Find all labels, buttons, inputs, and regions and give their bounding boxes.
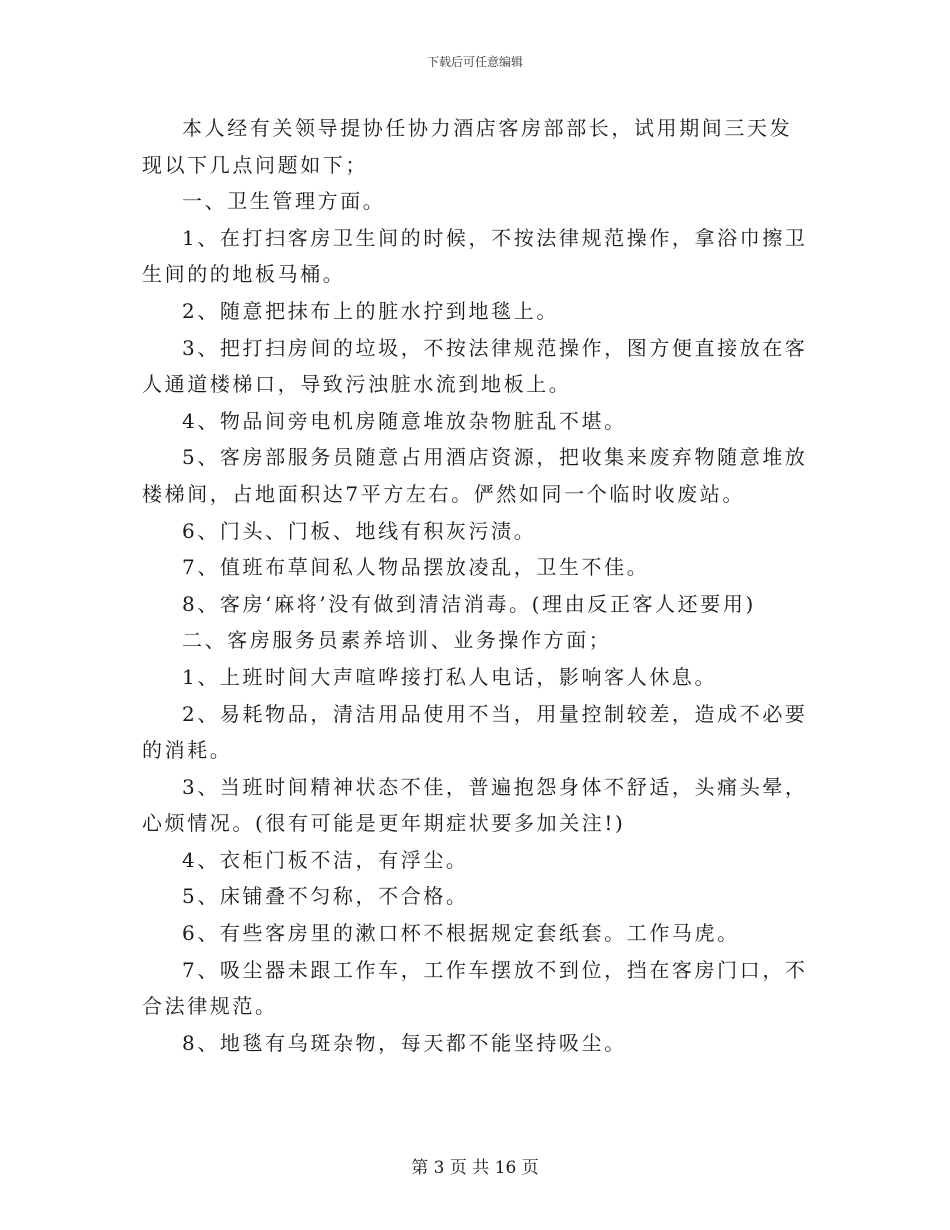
list-item: 1、在打扫客房卫生间的时候，不按法律规范操作，拿浴巾擦卫生间的的地板马桶。	[142, 225, 808, 287]
list-item: 3、当班时间精神状态不佳，普遍抱怨身体不舒适，头痛头晕，心烦情况。(很有可能是更年期症状要多加关注!)	[142, 774, 808, 836]
list-item: 5、床铺叠不匀称，不合格。	[182, 884, 469, 909]
page-number-footer: 第 3 页 共 16 页	[411, 1158, 539, 1178]
list-item: 3、把打扫房间的垃圾，不按法律规范操作，图方便直接放在客人通道楼梯口，导致污浊脏水流到地板上。	[142, 335, 808, 397]
body-text	[142, 110, 808, 1061]
list-item: 7、吸尘器未跟工作车，工作车摆放不到位，挡在客房门口，不合法律规范。	[142, 957, 808, 1019]
list-item: 8、客房‘麻将’没有做到清洁消毒。(理由反正客人还要用)	[182, 591, 756, 616]
list-item: 7、值班布草间私人物品摆放凌乱，卫生不佳。	[182, 555, 650, 580]
paragraph-intro: 本人经有关领导提协任协力酒店客房部部长，试用期间三天发现以下几点问题如下；	[142, 116, 793, 177]
list-item: 1、上班时间大声喧哗接打私人电话，影响客人休息。	[182, 664, 718, 689]
list-item: 8、地毯有乌斑杂物，每天都不能坚持吸尘。	[182, 1030, 627, 1055]
section-heading-training: 二、客房服务员素养培训、业务操作方面；	[182, 628, 612, 653]
list-item: 6、有些客房里的漱口杯不根据规定套纸套。工作马虎。	[182, 921, 740, 946]
list-item: 6、门头、门板、地线有积灰污渍。	[182, 518, 537, 543]
section-heading-hygiene: 一、卫生管理方面。	[182, 189, 386, 214]
list-item: 2、易耗物品，清洁用品使用不当，用量控制较差，造成不必要的消耗。	[142, 701, 808, 763]
header-note: 下载后可任意编辑	[426, 55, 523, 69]
list-item: 2、随意把抹布上的脏水拧到地毯上。	[182, 298, 559, 323]
list-item: 4、衣柜门板不洁，有浮尘。	[182, 847, 469, 872]
list-item: 4、物品间旁电机房随意堆放杂物脏乱不堪。	[182, 408, 627, 433]
list-item: 5、客房部服务员随意占用酒店资源，把收集来废弃物随意堆放楼梯间，占地面积达7平方左右。俨然如同一个临时收废站。	[142, 445, 808, 506]
